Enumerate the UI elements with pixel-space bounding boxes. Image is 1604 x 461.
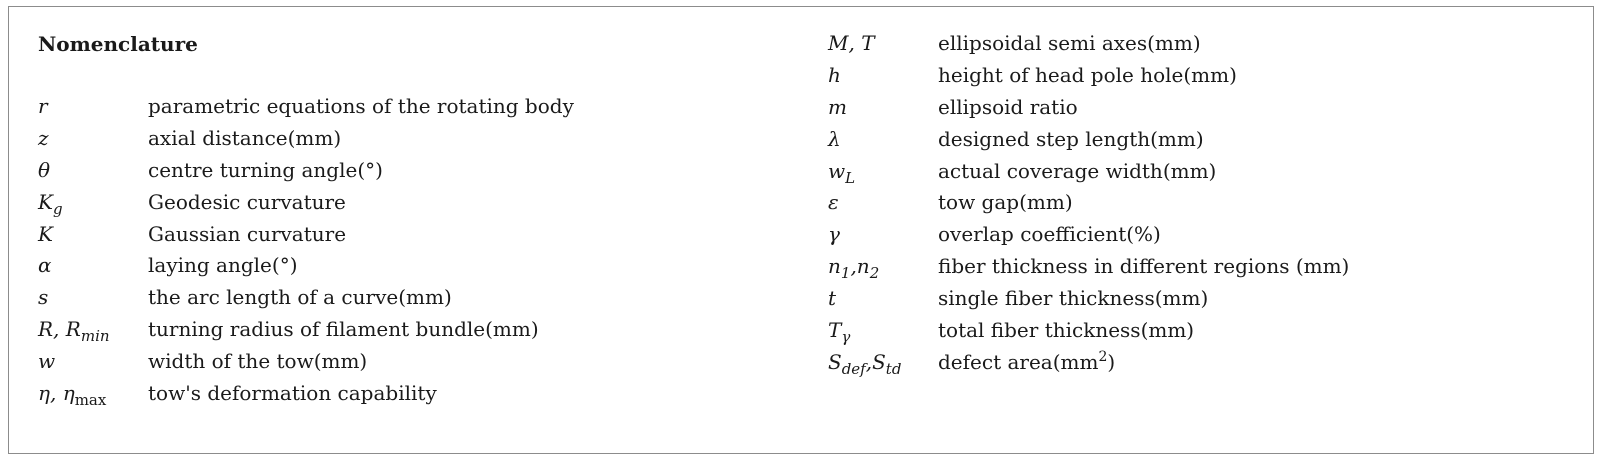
symbol: K: [38, 221, 53, 246]
nomenclature-entry: [38, 189, 574, 221]
definition: ellipsoid ratio: [938, 94, 1078, 119]
symbol: η, $\eta_{max}$: [38, 381, 107, 410]
definition: axial distance(mm): [148, 125, 342, 150]
nomenclature-entry: [828, 62, 1349, 94]
symbol: $T_\gamma$: [828, 318, 851, 347]
definition: ellipsoidal semi axes(mm): [938, 31, 1201, 55]
nomenclature-left-column: [38, 93, 574, 412]
definition: fiber thickness in different regions (mm): [938, 254, 1350, 279]
definition: the arc length of a curve(mm): [148, 285, 452, 310]
definition: laying angle(°): [148, 253, 298, 278]
symbol: r: [38, 94, 48, 118]
symbol: z: [38, 125, 49, 150]
symbol: α: [38, 253, 52, 278]
definition: designed step length(mm): [938, 126, 1204, 151]
nomenclature-entry: [828, 30, 1349, 62]
nomenclature-entry: [38, 221, 574, 253]
symbol: t: [828, 286, 837, 311]
nomenclature-entry: [828, 221, 1349, 253]
symbol: λ: [828, 126, 841, 151]
symbol: M, T: [828, 31, 875, 55]
nomenclature-heading: Nomenclature: [38, 32, 198, 56]
definition: actual coverage width(mm): [938, 158, 1217, 183]
definition: tow gap(mm): [938, 190, 1073, 215]
symbol: R, $R_{min}$: [38, 317, 110, 346]
symbol: h: [828, 62, 841, 87]
definition: defect $area(mm^2)$: [938, 348, 1116, 374]
symbol: m: [828, 94, 847, 119]
nomenclature-entry: [828, 317, 1349, 349]
nomenclature-entry: [38, 348, 574, 380]
definition: tow's deformation capability: [148, 381, 437, 406]
nomenclature-entry: [38, 316, 574, 348]
definition: centre turning angle(°): [148, 157, 383, 182]
symbol: $w_L$: [828, 158, 856, 187]
definition: Gaussian curvature: [148, 221, 347, 246]
nomenclature-entry: [828, 94, 1349, 126]
symbol: s: [38, 285, 49, 310]
definition: turning radius of filament bundle(mm): [148, 317, 539, 342]
symbol: $n_1,n_2$: [828, 254, 880, 283]
definition: overlap coefficient(%): [938, 222, 1161, 247]
nomenclature-entry: [38, 380, 574, 412]
definition: single fiber thickness(mm): [938, 286, 1209, 311]
symbol: ε: [828, 190, 839, 215]
definition: Geodesic curvature: [148, 189, 346, 214]
symbol: γ: [828, 222, 840, 247]
nomenclature-entry: [828, 126, 1349, 158]
nomenclature-entry: [38, 93, 574, 125]
nomenclature-entry: [828, 349, 1349, 381]
nomenclature-entry: [828, 189, 1349, 221]
definition: total fiber thickness(mm): [938, 318, 1195, 343]
nomenclature-right-column: [828, 30, 1349, 381]
symbol: $S_{def},S_{td}$: [828, 349, 902, 378]
definition: width of the tow(mm): [148, 349, 368, 374]
symbol: $K_g$: [38, 189, 63, 218]
definition: height of head pole hole(mm): [938, 62, 1237, 87]
symbol: θ: [38, 157, 51, 182]
nomenclature-entry: [828, 158, 1349, 190]
nomenclature-entry: [828, 285, 1349, 317]
nomenclature-entry: [828, 253, 1349, 285]
nomenclature-entry: [38, 284, 574, 316]
nomenclature-entry: [38, 157, 574, 189]
symbol: w: [38, 349, 56, 374]
nomenclature-entry: [38, 252, 574, 284]
definition: parametric equations of the rotating body: [148, 94, 574, 118]
nomenclature-entry: [38, 125, 574, 157]
